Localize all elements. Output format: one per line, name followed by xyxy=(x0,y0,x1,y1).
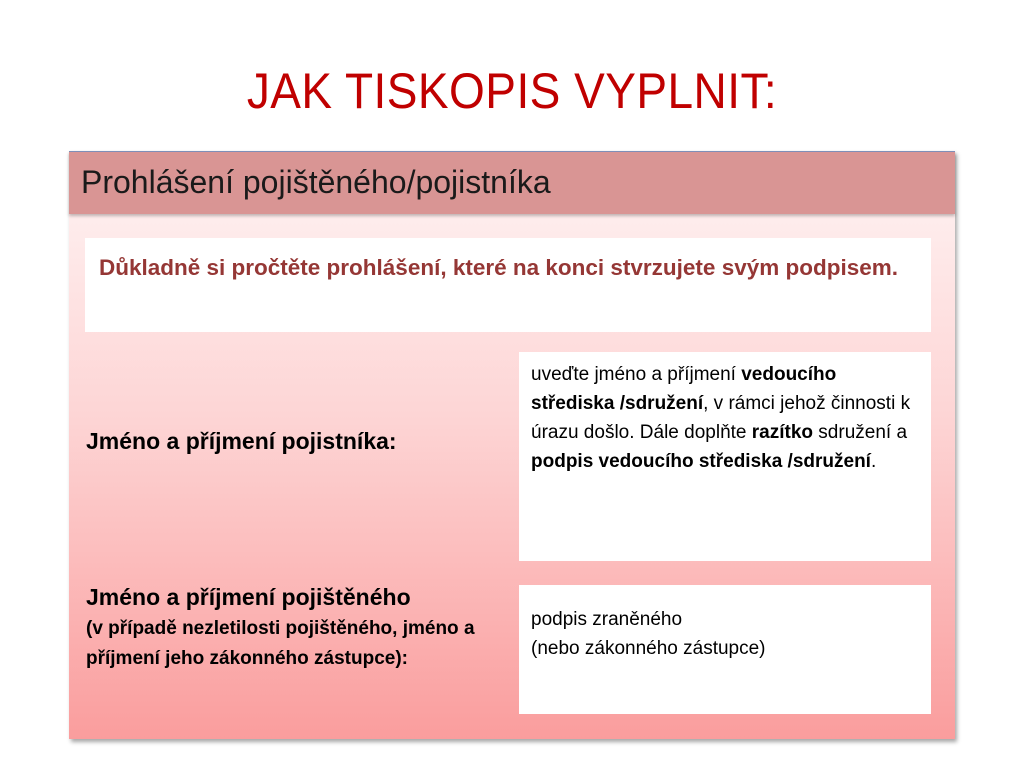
instr-bold-3: podpis vedoucího střediska /sdružení xyxy=(531,451,871,472)
insured-instructions xyxy=(519,585,931,714)
insured-instr-line-2: (nebo zákonného zástupce) xyxy=(531,638,766,659)
page-title: JAK TISKOPIS VYPLNIT: xyxy=(246,63,778,119)
insured-label-block xyxy=(86,580,516,674)
section-header xyxy=(69,151,955,214)
insured-label: Jméno a příjmení pojištěného xyxy=(86,584,411,610)
instr-text-1: uveďte jméno a příjmení xyxy=(531,364,742,385)
insured-instr-line-1: podpis zraněného xyxy=(531,609,683,630)
instr-text-3: sdružení a xyxy=(813,422,908,443)
instr-text-4: . xyxy=(870,451,877,472)
insured-sublabel: (v případě nezletilosti pojištěného, jméno a příjmení jeho zákonného zástupce): xyxy=(86,618,475,669)
section-header-text: Prohlášení pojištěného/pojistníka xyxy=(81,164,551,200)
policyholder-label: Jméno a příjmení pojistníka: xyxy=(86,428,397,454)
intro-note: Důkladně si pročtěte prohlášení, které na konci stvrzujete svým podpisem. xyxy=(85,238,931,332)
instr-text-2: , v rámci jehož činnosti k úrazu došlo. Dále doplňte xyxy=(531,393,911,443)
instr-bold-2: razítko xyxy=(751,422,814,443)
instr-bold-1: vedoucího střediska /sdružení xyxy=(531,364,837,414)
policyholder-instructions xyxy=(519,352,931,561)
